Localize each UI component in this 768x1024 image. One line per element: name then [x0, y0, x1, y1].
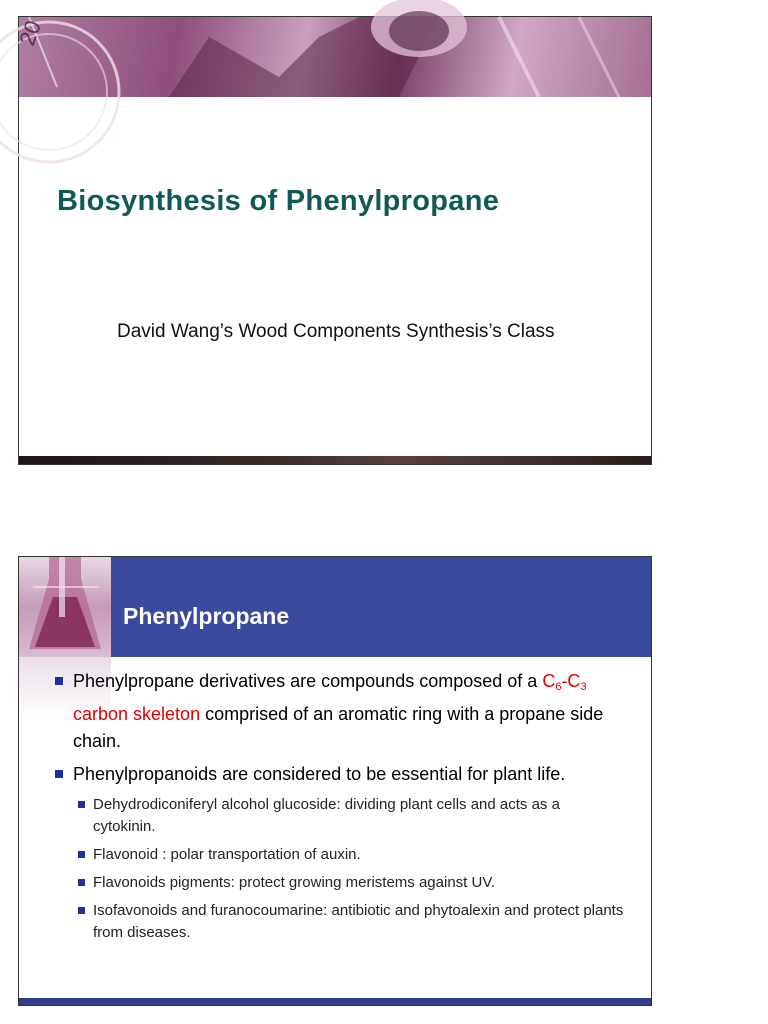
slide-title: Biosynthesis of Phenylpropane: [57, 185, 500, 217]
banner-graphic: [14, 17, 653, 97]
bullet-item: Phenylpropane derivatives are compounds composed of a $C_6-C_3$ carbon skeleton comprised of an aromatic ring with a propane side chain.: [55, 668, 625, 755]
bullet-list: [55, 668, 625, 950]
banner-label: 20: [14, 17, 47, 49]
square-bullet-icon: [55, 770, 63, 778]
sub-bullet-item: Flavonoid : polar transportation of auxin.: [55, 844, 625, 866]
square-bullet-icon: [78, 801, 85, 808]
content-slide: [18, 556, 652, 1006]
flask-graphic: [19, 557, 111, 657]
slide-footer-bar: [19, 998, 651, 1005]
highlight-text: $C_6-C_3$ carbon skeleton: [73, 671, 587, 724]
sub-bullet-item: Isofavonoids and furanocoumarine: antibiotic and phytoalexin and protect plants from diseases.: [55, 900, 625, 944]
sub-bullet-item: Dehydrodiconiferyl alcohol glucoside: dividing plant cells and acts as a cytokinin.: [55, 794, 625, 838]
banner-image: [14, 17, 651, 97]
slide-title: Phenylpropane: [123, 603, 290, 629]
sub-bullet-item: Flavonoids pigments: protect growing meristems against UV.: [55, 872, 625, 894]
bullet-item: Phenylpropanoids are considered to be essential for plant life.: [55, 761, 625, 788]
square-bullet-icon: [55, 677, 63, 685]
title-slide: [14, 16, 652, 465]
flask-image: [19, 557, 111, 657]
slide-subtitle: David Wang’s Wood Components Synthesis’s Class: [117, 321, 555, 342]
square-bullet-icon: [78, 879, 85, 886]
square-bullet-icon: [78, 851, 85, 858]
slide-footer-bar: [19, 456, 651, 464]
square-bullet-icon: [78, 907, 85, 914]
